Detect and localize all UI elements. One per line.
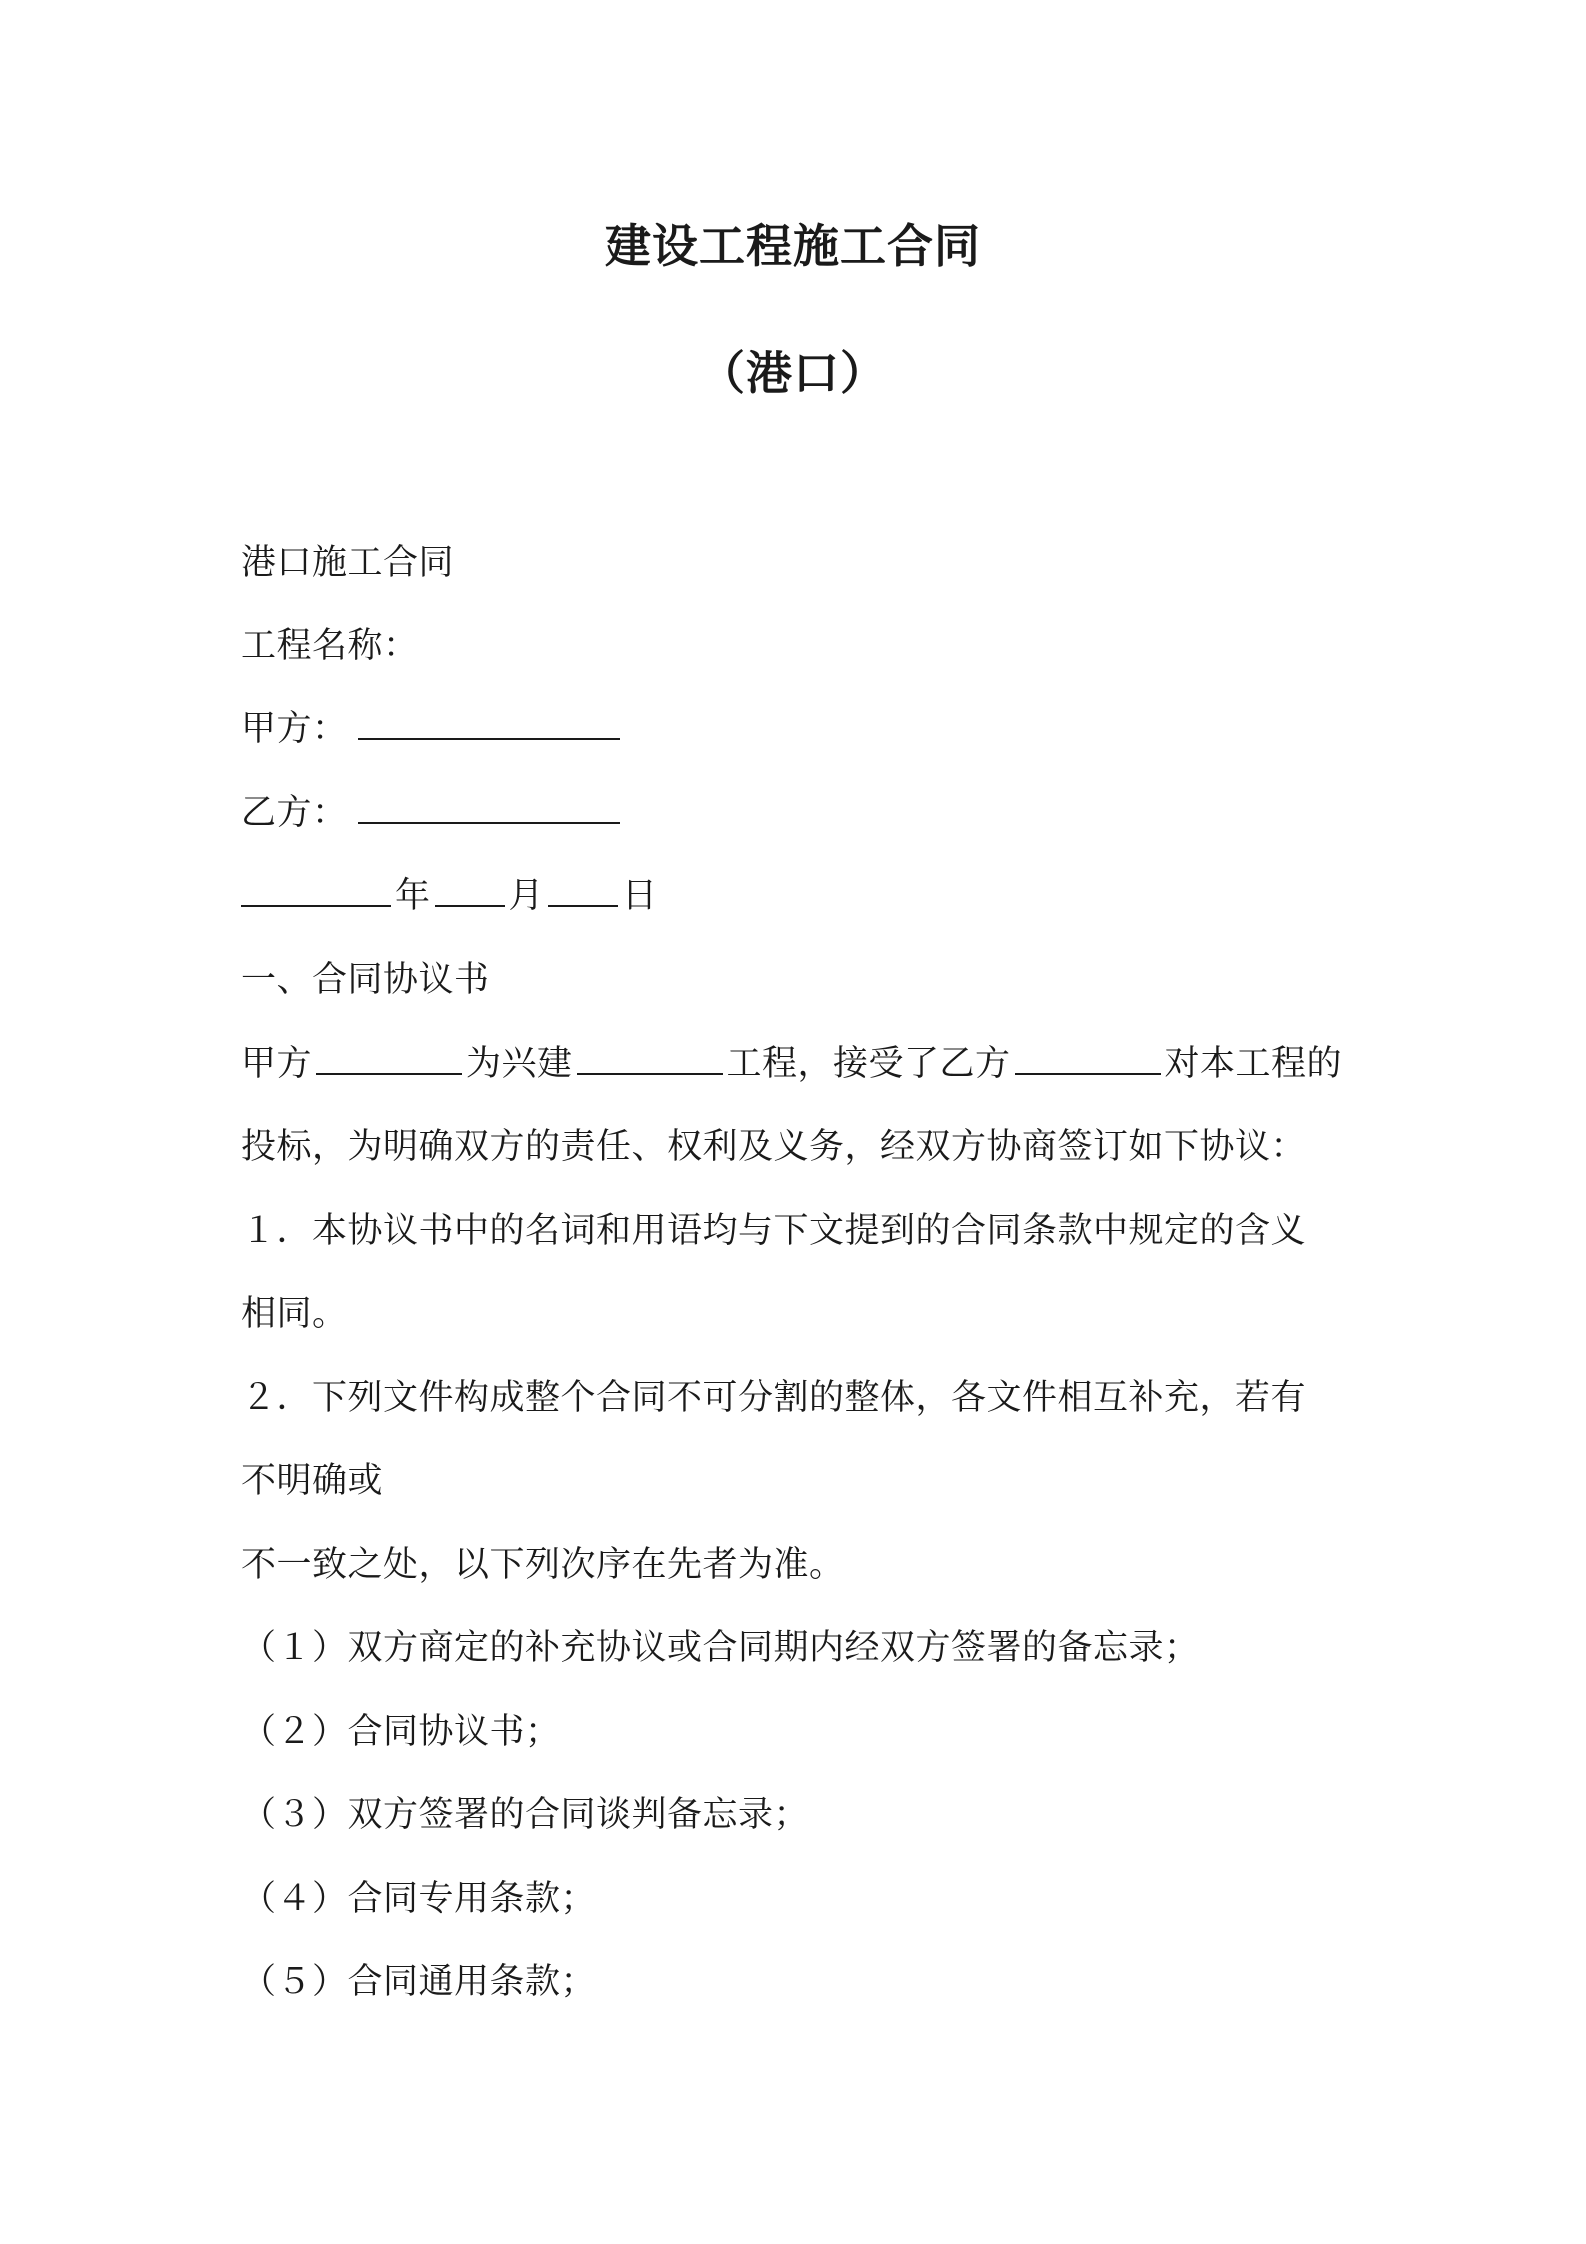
- party-a-name-blank: [316, 1039, 462, 1075]
- party-b-label: 乙方：: [241, 793, 348, 833]
- document-title: 建设工程施工合同: [605, 219, 981, 273]
- year-label: 年: [395, 876, 431, 916]
- clause-1-line-1: １．本协议书中的名词和用语均与下文提到的合同条款中规定的含义: [241, 1211, 1307, 1251]
- party-b-blank: [358, 788, 620, 824]
- month-blank: [435, 871, 505, 907]
- clause-2-line-1: ２．下列文件构成整个合同不可分割的整体，各文件相互补充，若有: [241, 1378, 1307, 1418]
- section-title: 一、合同协议书: [241, 960, 490, 1000]
- year-blank: [241, 871, 391, 907]
- list-item: （１）双方商定的补充协议或合同期内经双方签署的备忘录；: [241, 1628, 1200, 1668]
- intro-text-2: 为兴建: [466, 1044, 573, 1084]
- list-item: （２）合同协议书；: [241, 1712, 561, 1752]
- party-b-name-blank: [1015, 1039, 1161, 1075]
- day-blank: [548, 871, 618, 907]
- party-a-blank: [358, 704, 620, 740]
- clause-1-line-2: 相同。: [241, 1294, 348, 1334]
- date-line: [241, 871, 1386, 921]
- clause-2-line-2: 不明确或: [241, 1461, 384, 1501]
- party-a-label: 甲方：: [241, 709, 348, 749]
- intro-line-2: 投标，为明确双方的责任、权利及义务，经双方协商签订如下协议：: [241, 1127, 1307, 1167]
- clause-2-line-3: 不一致之处，以下列次序在先者为准。: [241, 1545, 845, 1585]
- intro-text-4: 对本工程的: [1164, 1044, 1343, 1084]
- list-item: （５）合同通用条款；: [241, 1962, 597, 2002]
- project-blank: [577, 1039, 723, 1075]
- contract-heading: 港口施工合同: [241, 543, 455, 583]
- document-subtitle: （港口）: [699, 346, 887, 400]
- project-name-label: 工程名称：: [241, 626, 419, 666]
- party-a-line: [241, 704, 1386, 754]
- month-label: 月: [508, 876, 545, 916]
- list-item: （３）双方签署的合同谈判备忘录；: [241, 1795, 810, 1835]
- intro-line-1: [241, 1039, 1386, 1089]
- day-label: 日: [622, 876, 658, 916]
- party-b-line: [241, 788, 1386, 838]
- intro-text-3: 工程，接受了乙方: [726, 1044, 1011, 1084]
- list-item: （４）合同专用条款；: [241, 1879, 597, 1919]
- intro-text-1: 甲方: [241, 1044, 313, 1084]
